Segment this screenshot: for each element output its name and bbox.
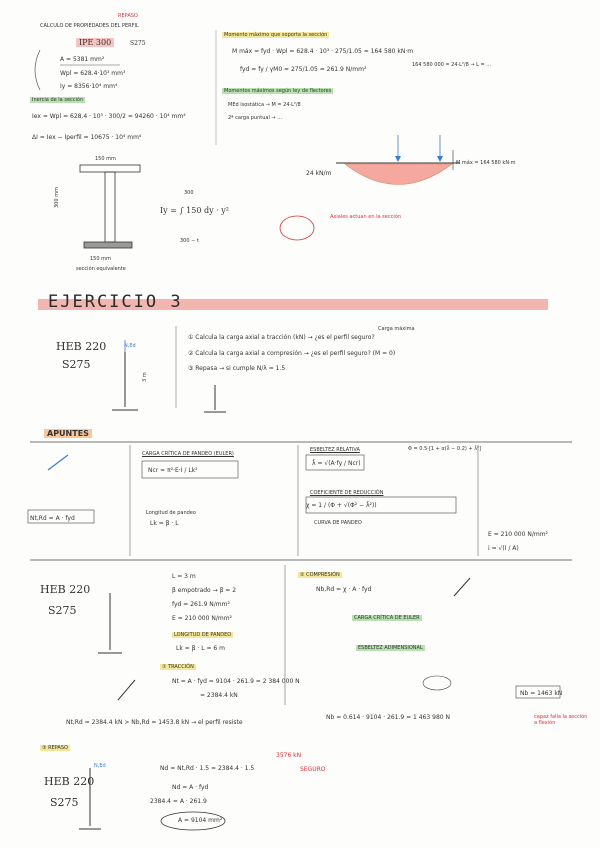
- repaso-eq3: 2384.4 = A · 261.9: [150, 798, 207, 805]
- section-height-dim: 300 mm: [54, 187, 60, 208]
- slender-eq: λ̄ = √(A·fy / Ncr): [312, 460, 361, 467]
- delta-eq: ΔI = Iex − Iperfil = 10675 · 10⁴ mm⁴: [32, 134, 142, 141]
- question-1: ① Calcula la carga axial a tracción (kN) → ¿es el perfil seguro?: [188, 334, 375, 341]
- solution-fyd: fyd = 261.9 N/mm²: [172, 601, 230, 608]
- apuntes-label: APUNTES: [44, 429, 92, 438]
- reduction-title: COEFICIENTE DE REDUCCIÓN: [310, 490, 384, 496]
- exercise-steel: S275: [62, 358, 91, 371]
- lk-result: Lk = β · L = 6 m: [176, 645, 225, 652]
- prop-wpl: Wpl = 628.4·10³ mm³: [60, 70, 126, 77]
- solution-column: [98, 578, 470, 700]
- repaso-eq1: Nd = Nt,Rd · 1.5 = 2384.4 · 1.5: [160, 765, 255, 772]
- apuntes-bar: [48, 455, 68, 470]
- radius-eq: i = √(I / A): [488, 545, 519, 552]
- question-2: ② Calcula la carga axial a compresión → ¿es el perfil seguro? (M = 0): [188, 350, 396, 357]
- integral-lower: 300 − t: [180, 238, 199, 244]
- solution-profile: HEB 220: [40, 583, 91, 596]
- inertia-eq: Iex = Wpl = 628.4 · 10³ · 300/2 = 94260 · 10⁴ mm⁴: [32, 113, 186, 120]
- beam-diagram: [336, 135, 460, 185]
- section-caption: sección equivalente: [76, 266, 126, 272]
- conclusion: Nt,Rd = 2384.4 kN > Nb,Rd = 1453.8 kN → el perfil resiste: [66, 719, 243, 726]
- solution-result-rect: [516, 686, 563, 698]
- mmax-eq2: fyd = fy / γM0 = 275/1.05 = 261.9 N/mm²: [240, 66, 367, 73]
- red-note-flexion: capaz falla la sección a flexión: [534, 714, 588, 726]
- traction-result: = 2384.4 kN: [200, 692, 238, 699]
- repaso-profile: HEB 220: [44, 775, 95, 788]
- exercise-profile: HEB 220: [56, 340, 107, 353]
- exercise-length: 3 m: [142, 372, 148, 382]
- beta-title: Longitud de pandeo: [146, 510, 196, 516]
- crit-label: CARGA CRÍTICA DE EULER: [354, 615, 420, 621]
- lk-eq: Lk = β · L: [150, 520, 179, 527]
- traction-eq: Nt = A · fyd = 9104 · 261.9 = 2 384 000 N: [172, 678, 300, 685]
- exercise-note-top: Carga máxima: [378, 326, 415, 332]
- reduction-box: [306, 497, 456, 513]
- phi-eq: Φ = 0.5·[1 + α(λ̄ − 0.2) + λ̄²]: [408, 446, 482, 452]
- compression-title: ② COMPRESIÓN: [300, 572, 340, 578]
- critical-eq: Ncr = π²·E·I / Lk²: [148, 467, 198, 474]
- repaso-tag: REPASO: [118, 13, 138, 19]
- integral-expression: Iy = ∫ 150 dy · y²: [160, 206, 229, 215]
- section-top-dim: 150 mm: [95, 156, 116, 162]
- repaso-title: ③ REPASO: [42, 745, 68, 751]
- repaso-steel: S275: [50, 796, 79, 809]
- mmax-header: Momento máximo que soporta la sección: [224, 32, 328, 38]
- load-left-label: 24 kN/m: [306, 170, 332, 177]
- i-section-drawing: [80, 165, 140, 248]
- brace-left: [35, 50, 40, 90]
- repaso-red-val2: SEGURO: [300, 766, 326, 773]
- prop-area: A = 5381 mm²: [60, 56, 105, 63]
- properties-header: CALCULO DE PROPIEDADES DEL PERFIL: [40, 23, 139, 29]
- exercise-title: EJERCICIO 3: [48, 292, 183, 312]
- slender-title: ESBELTEZ RELATIVA: [310, 447, 360, 453]
- e-value: E = 210 000 N/mm²: [488, 531, 548, 538]
- mmax-diagram-label: M máx = 164 580 kN·m: [456, 160, 516, 166]
- result-box: Nb = 1463 kN: [520, 690, 563, 697]
- question-3: ③ Repasa → si cumple N/λ = 1.5: [188, 365, 286, 372]
- repaso-column: [79, 768, 101, 829]
- moment-2: 2ª carga puntual → ...: [228, 115, 282, 121]
- solution-L: L = 3 m: [172, 573, 196, 580]
- repaso-result: A = 9104 mm²: [178, 817, 223, 824]
- tension-box: [28, 510, 94, 523]
- repaso-result-ellipse: [161, 812, 225, 830]
- prop-iy: Iy = 8356·10⁴ mm⁴: [60, 83, 118, 90]
- solution-beta: β empotrado → β = 2: [172, 587, 237, 594]
- profile-label: IPE 300: [76, 38, 114, 47]
- slender-box: [306, 455, 364, 470]
- final-eq: Nb = 0.614 · 9104 · 261.9 = 1 463 980 N: [326, 714, 450, 721]
- traction-title: ① TRACCIÓN: [162, 664, 194, 670]
- moments-subheader: Momentos máximos según ley de flectores: [224, 88, 332, 94]
- apuntes-tension: Nt,Rd = A · fyd: [30, 515, 75, 522]
- exercise-column: [112, 326, 226, 412]
- critical-box: [142, 461, 238, 478]
- exercise-load: N,Ed: [124, 343, 136, 349]
- solution-circle: [423, 676, 451, 690]
- red-note-axial: Axiales actuan en la sección: [330, 214, 401, 220]
- reduction-eq: χ = 1 / (Φ + √(Φ² − λ̄²)): [306, 502, 377, 509]
- red-circle: [280, 216, 314, 240]
- steel-label: S275: [130, 40, 146, 47]
- lk-title: LONGITUD DE PANDEO: [174, 632, 232, 638]
- mmax-eq1: M máx = fyd · Wpl = 628.4 · 10³ · 275/1.05 = 164 580 kN·m: [232, 48, 414, 55]
- section-bottom-dim: 150 mm: [90, 256, 111, 262]
- compression-line: Nb,Rd = χ · A · fyd: [316, 586, 372, 593]
- repaso-eq2: Nd = A · fyd: [172, 784, 209, 791]
- solution-E: E = 210 000 N/mm²: [172, 615, 232, 622]
- mmax-eq3: 164 580 000 = 24·L²/8 → L = ...: [412, 62, 492, 68]
- critical-title: CARGA CRÍTICA DE PANDEO (EULER): [142, 451, 234, 457]
- buckling-title: CURVA DE PANDEO: [314, 520, 362, 526]
- repaso-red-val: 3576 kN: [276, 752, 302, 759]
- integral-upper: 300: [184, 190, 194, 196]
- inertia-subtitle: Inercia de la sección: [32, 97, 84, 103]
- repaso-load: N,Ed: [94, 763, 106, 769]
- slender-label: ESBELTEZ ADIMENSIONAL: [358, 645, 423, 651]
- solution-steel: S275: [48, 604, 77, 617]
- moment-1: MEd isostática → M = 24·L²/8: [228, 102, 301, 108]
